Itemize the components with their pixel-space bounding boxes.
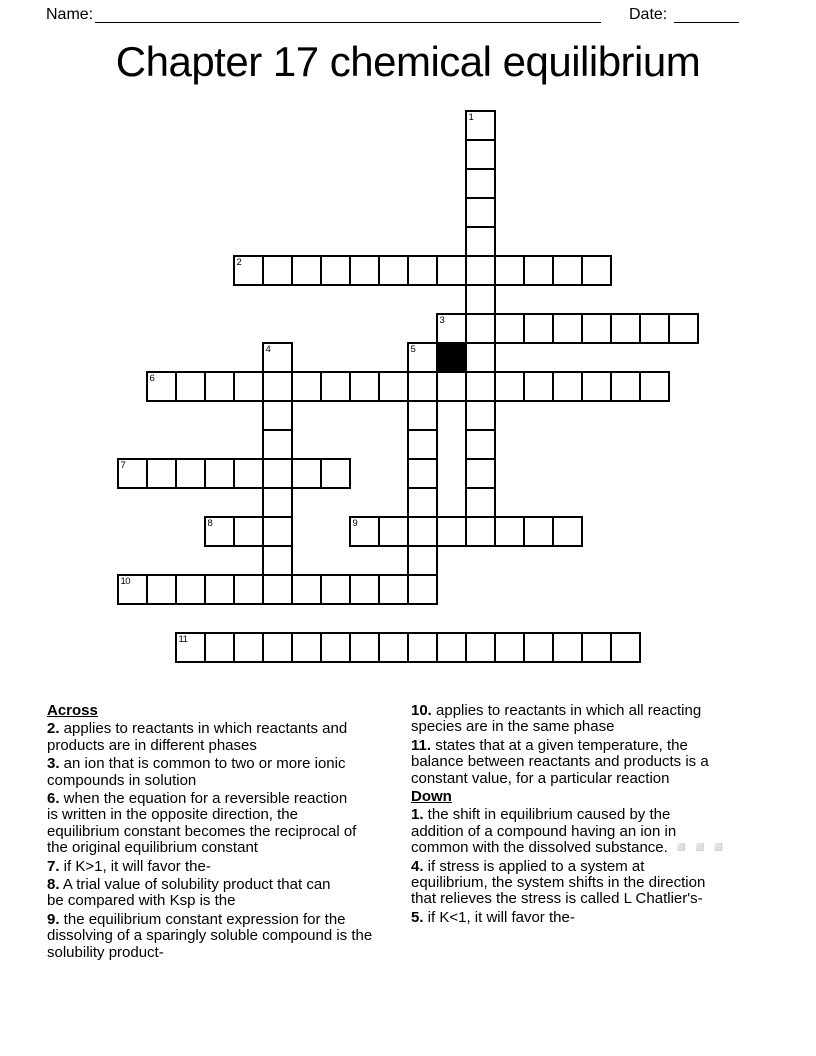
clue-6-across: 6. when the equation for a reversible reaction is written in the opposite direction, the equilibrium constant becomes the reciprocal of the original equilibrium constant	[47, 790, 357, 857]
clue-number: 1.	[411, 806, 424, 824]
grid-cell-r18-c13	[494, 632, 525, 663]
clue-2-across: 2. applies to reactants in which reactants and products are in different phases	[47, 720, 348, 754]
grid-cell-r12-c12	[465, 458, 496, 489]
grid-cell-r5-c14	[523, 255, 554, 286]
grid-cell-r14-c11	[436, 516, 467, 547]
cell-number-4: 4	[265, 343, 271, 355]
grid-cell-r5-c11	[436, 255, 467, 286]
grid-cell-r14-c13	[494, 516, 525, 547]
cell-number-10: 10	[120, 575, 131, 587]
grid-cell-r13-c10	[407, 487, 438, 518]
grid-cell-r12-c4	[233, 458, 264, 489]
clue-number: 10.	[411, 702, 432, 719]
grid-cell-r5-c13	[494, 255, 525, 286]
grid-cell-r14-c9	[378, 516, 409, 547]
grid-cell-r5-c8	[349, 255, 380, 286]
grid-cell-r14-c14	[523, 516, 554, 547]
grid-cell-r18-c4	[233, 632, 264, 663]
grid-cell-r14-c12	[465, 516, 496, 547]
grid-cell-r12-c7	[320, 458, 351, 489]
grid-cell-r18-c17	[610, 632, 641, 663]
cell-number-1: 1	[468, 111, 474, 123]
grid-cell-r7-c11	[436, 313, 467, 344]
clue-1-down: 1. the shift in equilibrium caused by the addition of a compound having an ion in common with the dissolved substance. ◽◽◽	[411, 806, 728, 857]
cell-number-3: 3	[439, 314, 445, 326]
grid-cell-r18-c6	[291, 632, 322, 663]
grid-cell-r5-c7	[320, 255, 351, 286]
grid-cell-r9-c5	[262, 371, 293, 402]
grid-cell-r9-c2	[175, 371, 206, 402]
grid-cell-r10-c12	[465, 400, 496, 431]
grid-cell-r5-c16	[581, 255, 612, 286]
grid-cell-r9-c17	[610, 371, 641, 402]
cell-number-6: 6	[149, 372, 155, 384]
grid-cell-r9-c18	[639, 371, 670, 402]
grid-cell-r16-c9	[378, 574, 409, 605]
grid-cell-r9-c3	[204, 371, 235, 402]
clues-column-right	[411, 703, 771, 928]
grid-cell-r9-c15	[552, 371, 583, 402]
grid-cell-r5-c9	[378, 255, 409, 286]
grid-cell-r16-c8	[349, 574, 380, 605]
grid-cell-r16-c4	[233, 574, 264, 605]
grid-cell-r8-c5	[262, 342, 293, 373]
clue-number: 4.	[411, 857, 424, 875]
grid-cell-r18-c14	[523, 632, 554, 663]
grid-cell-r5-c12	[465, 255, 496, 286]
grid-cell-r13-c5	[262, 487, 293, 518]
cell-number-5: 5	[410, 343, 416, 355]
grid-cell-r9-c12	[465, 371, 496, 402]
grid-cell-r6-c12	[465, 284, 496, 315]
grid-cell-r16-c5	[262, 574, 293, 605]
crossword-grid	[117, 110, 699, 663]
grid-cell-r14-c15	[552, 516, 583, 547]
grid-cell-r18-c7	[320, 632, 351, 663]
grid-cell-r12-c3	[204, 458, 235, 489]
grid-cell-r14-c3	[204, 516, 235, 547]
grid-cell-r9-c11	[436, 371, 467, 402]
grid-cell-r11-c10	[407, 429, 438, 460]
grid-cell-r5-c15	[552, 255, 583, 286]
grid-cell-r5-c4	[233, 255, 264, 286]
grid-cell-r5-c10	[407, 255, 438, 286]
grid-cell-r14-c10	[407, 516, 438, 547]
grid-cell-r9-c6	[291, 371, 322, 402]
clue-5-down: 5. if K<1, it will favor the-	[411, 908, 575, 926]
clue-number: 5.	[411, 908, 424, 926]
across-heading: Across	[47, 702, 98, 719]
grid-cell-r11-c5	[262, 429, 293, 460]
grid-cell-r7-c14	[523, 313, 554, 344]
clue-number: 9.	[47, 910, 60, 928]
grid-cell-r16-c6	[291, 574, 322, 605]
grid-cell-r10-c5	[262, 400, 293, 431]
grid-cell-r9-c1	[146, 371, 177, 402]
clue-number: 8.	[47, 876, 60, 894]
clue-number: 11.	[411, 736, 432, 754]
clue-8-across: 8. A trial value of solubility product that can be compared with Ksp is the	[47, 876, 331, 910]
grid-cell-r9-c7	[320, 371, 351, 402]
grid-cell-r16-c2	[175, 574, 206, 605]
grid-cell-r1-c12	[465, 139, 496, 170]
clues-column-left	[47, 703, 407, 963]
grid-cell-r7-c13	[494, 313, 525, 344]
grid-cell-r0-c12	[465, 110, 496, 141]
grid-cell-r18-c12	[465, 632, 496, 663]
grid-cell-r18-c9	[378, 632, 409, 663]
grid-cell-r16-c0	[117, 574, 148, 605]
grid-cell-r18-c10	[407, 632, 438, 663]
date-blank-line	[674, 22, 739, 23]
clue-10-across: 10. applies to reactants in which all reacting species are in the same phase	[411, 702, 702, 736]
grid-cell-r10-c10	[407, 400, 438, 431]
grid-cell-r12-c2	[175, 458, 206, 489]
grid-cell-r7-c12	[465, 313, 496, 344]
grid-cell-r18-c2	[175, 632, 206, 663]
grid-cell-r7-c17	[610, 313, 641, 344]
clue-11-across: 11. states that at a given temperature, the balance between reactants and products is a constant value, for a particular reaction	[411, 736, 709, 787]
grid-cell-r2-c12	[465, 168, 496, 199]
grid-cell-r16-c10	[407, 574, 438, 605]
clue-number: 6.	[47, 790, 60, 808]
grid-cell-r9-c8	[349, 371, 380, 402]
name-blank-line	[95, 22, 601, 23]
black-cell	[436, 342, 467, 373]
grid-cell-r16-c7	[320, 574, 351, 605]
grid-cell-r8-c10	[407, 342, 438, 373]
page-title: Chapter 17 chemical equilibrium	[115, 38, 701, 85]
grid-cell-r9-c10	[407, 371, 438, 402]
cell-number-11: 11	[178, 633, 188, 645]
grid-cell-r12-c5	[262, 458, 293, 489]
name-label: Name:	[46, 6, 94, 23]
grid-cell-r14-c4	[233, 516, 264, 547]
grid-cell-r3-c12	[465, 197, 496, 228]
grid-cell-r13-c12	[465, 487, 496, 518]
clue-9-across: 9. the equilibrium constant expression for the dissolving of a sparingly soluble compound is the solubility product-	[47, 910, 373, 961]
date-label: Date:	[629, 6, 668, 23]
grid-cell-r12-c1	[146, 458, 177, 489]
grid-cell-r8-c12	[465, 342, 496, 373]
grid-cell-r18-c8	[349, 632, 380, 663]
grid-cell-r15-c10	[407, 545, 438, 576]
cell-number-9: 9	[352, 517, 358, 529]
grid-cell-r9-c4	[233, 371, 264, 402]
grid-cell-r7-c19	[668, 313, 699, 344]
grid-cell-r11-c12	[465, 429, 496, 460]
clue-7-across: 7. if K>1, it will favor the-	[47, 857, 211, 875]
grid-cell-r18-c11	[436, 632, 467, 663]
grid-cell-r9-c14	[523, 371, 554, 402]
grid-cell-r18-c5	[262, 632, 293, 663]
grid-cell-r9-c16	[581, 371, 612, 402]
clue-number: 7.	[47, 857, 60, 875]
grid-cell-r18-c16	[581, 632, 612, 663]
grid-cell-r14-c8	[349, 516, 380, 547]
grid-cell-r4-c12	[465, 226, 496, 257]
grid-cell-r18-c3	[204, 632, 235, 663]
down-heading: Down	[411, 788, 452, 806]
grid-cell-r9-c13	[494, 371, 525, 402]
grid-cell-r7-c16	[581, 313, 612, 344]
grid-cell-r7-c15	[552, 313, 583, 344]
grid-cell-r7-c18	[639, 313, 670, 344]
grid-cell-r5-c5	[262, 255, 293, 286]
clue-number: 2.	[47, 720, 60, 738]
grid-cell-r16-c1	[146, 574, 177, 605]
clue-4-down: 4. if stress is applied to a system at equilibrium, the system shifts in the direction that relieves the stress is called L Chatlier's-	[411, 857, 706, 908]
grid-cell-r12-c10	[407, 458, 438, 489]
grid-cell-r5-c6	[291, 255, 322, 286]
grid-cell-r12-c6	[291, 458, 322, 489]
grid-cell-r9-c9	[378, 371, 409, 402]
clue-number: 3.	[47, 755, 60, 773]
grid-cell-r14-c5	[262, 516, 293, 547]
grid-cell-r18-c15	[552, 632, 583, 663]
grid-cell-r16-c3	[204, 574, 235, 605]
clue-3-across: 3. an ion that is common to two or more ionic compounds in solution	[47, 755, 346, 789]
grid-cell-r15-c5	[262, 545, 293, 576]
cell-number-8: 8	[207, 517, 213, 529]
grid-cell-r12-c0	[117, 458, 148, 489]
cell-number-2: 2	[236, 256, 242, 268]
cell-number-7: 7	[120, 459, 126, 471]
